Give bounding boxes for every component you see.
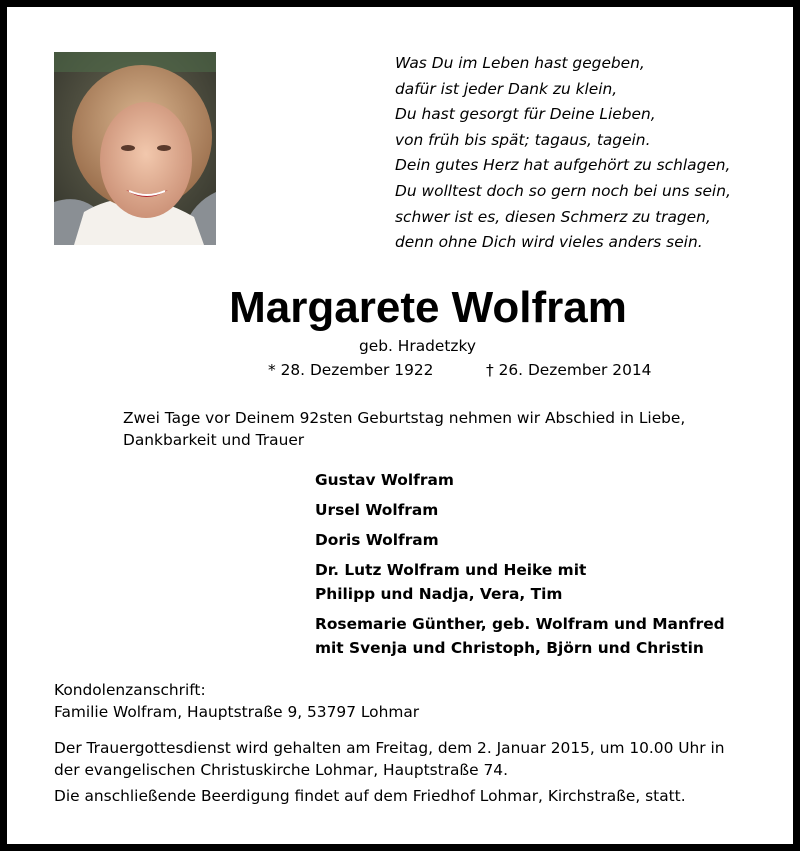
poem-line: Du wolltest doch so gern noch bei uns sein, <box>395 181 731 200</box>
family-entry <box>315 528 725 552</box>
farewell-statement <box>123 407 685 451</box>
death-date: † 26. Dezember 2014 <box>486 361 652 379</box>
farewell-line: Dankbarkeit und Trauer <box>123 431 305 449</box>
deceased-name: Margarete Wolfram <box>229 283 627 332</box>
family-entry <box>315 558 725 606</box>
poem-line: von früh bis spät; tagaus, tagein. <box>395 130 651 149</box>
family-entry-line: Gustav Wolfram <box>315 471 454 489</box>
family-entry-line: Rosemarie Günther, geb. Wolfram und Manfred <box>315 615 725 633</box>
family-entry-line: Dr. Lutz Wolfram und Heike mit <box>315 561 587 579</box>
family-entry-line: Philipp und Nadja, Vera, Tim <box>315 585 563 603</box>
family-entry-line: mit Svenja und Christoph, Björn und Christin <box>315 639 704 657</box>
birth-date: * 28. Dezember 1922 <box>268 361 434 379</box>
family-entry <box>315 498 725 522</box>
family-entry <box>315 612 725 660</box>
service-line: der evangelischen Christuskirche Lohmar, Hauptstraße 74. <box>54 761 508 779</box>
poem-line: dafür ist jeder Dank zu klein, <box>395 79 618 98</box>
burial-info: Die anschließende Beerdigung findet auf dem Friedhof Lohmar, Kirchstraße, statt. <box>54 787 686 805</box>
poem-line: Was Du im Leben hast gegeben, <box>395 54 645 72</box>
poem-line: denn ohne Dich wird vieles anders sein. <box>395 233 703 252</box>
family-list <box>315 468 725 666</box>
poem-line: Du hast gesorgt für Deine Lieben, <box>395 105 656 124</box>
birth-name: geb. Hradetzky <box>359 337 476 355</box>
family-entry <box>315 468 725 492</box>
service-line: Der Trauergottesdienst wird gehalten am Freitag, dem 2. Januar 2015, um 10.00 Uhr in <box>54 739 725 757</box>
farewell-line: Zwei Tage vor Deinem 92sten Geburtstag nehmen wir Abschied in Liebe, <box>123 409 686 427</box>
family-entry-line: Ursel Wolfram <box>315 501 439 519</box>
portrait-photo <box>54 52 216 245</box>
poem-line: schwer ist es, diesen Schmerz zu tragen, <box>395 207 711 226</box>
poem-line: Dein gutes Herz hat aufgehört zu schlagen, <box>395 156 731 175</box>
condolence-label: Kondolenzanschrift: <box>54 681 206 699</box>
funeral-service-info <box>54 737 725 781</box>
condolence-address <box>54 679 419 723</box>
family-entry-line: Doris Wolfram <box>315 531 439 549</box>
poem <box>395 51 785 256</box>
condolence-line: Familie Wolfram, Hauptstraße 9, 53797 Lohmar <box>54 703 420 721</box>
